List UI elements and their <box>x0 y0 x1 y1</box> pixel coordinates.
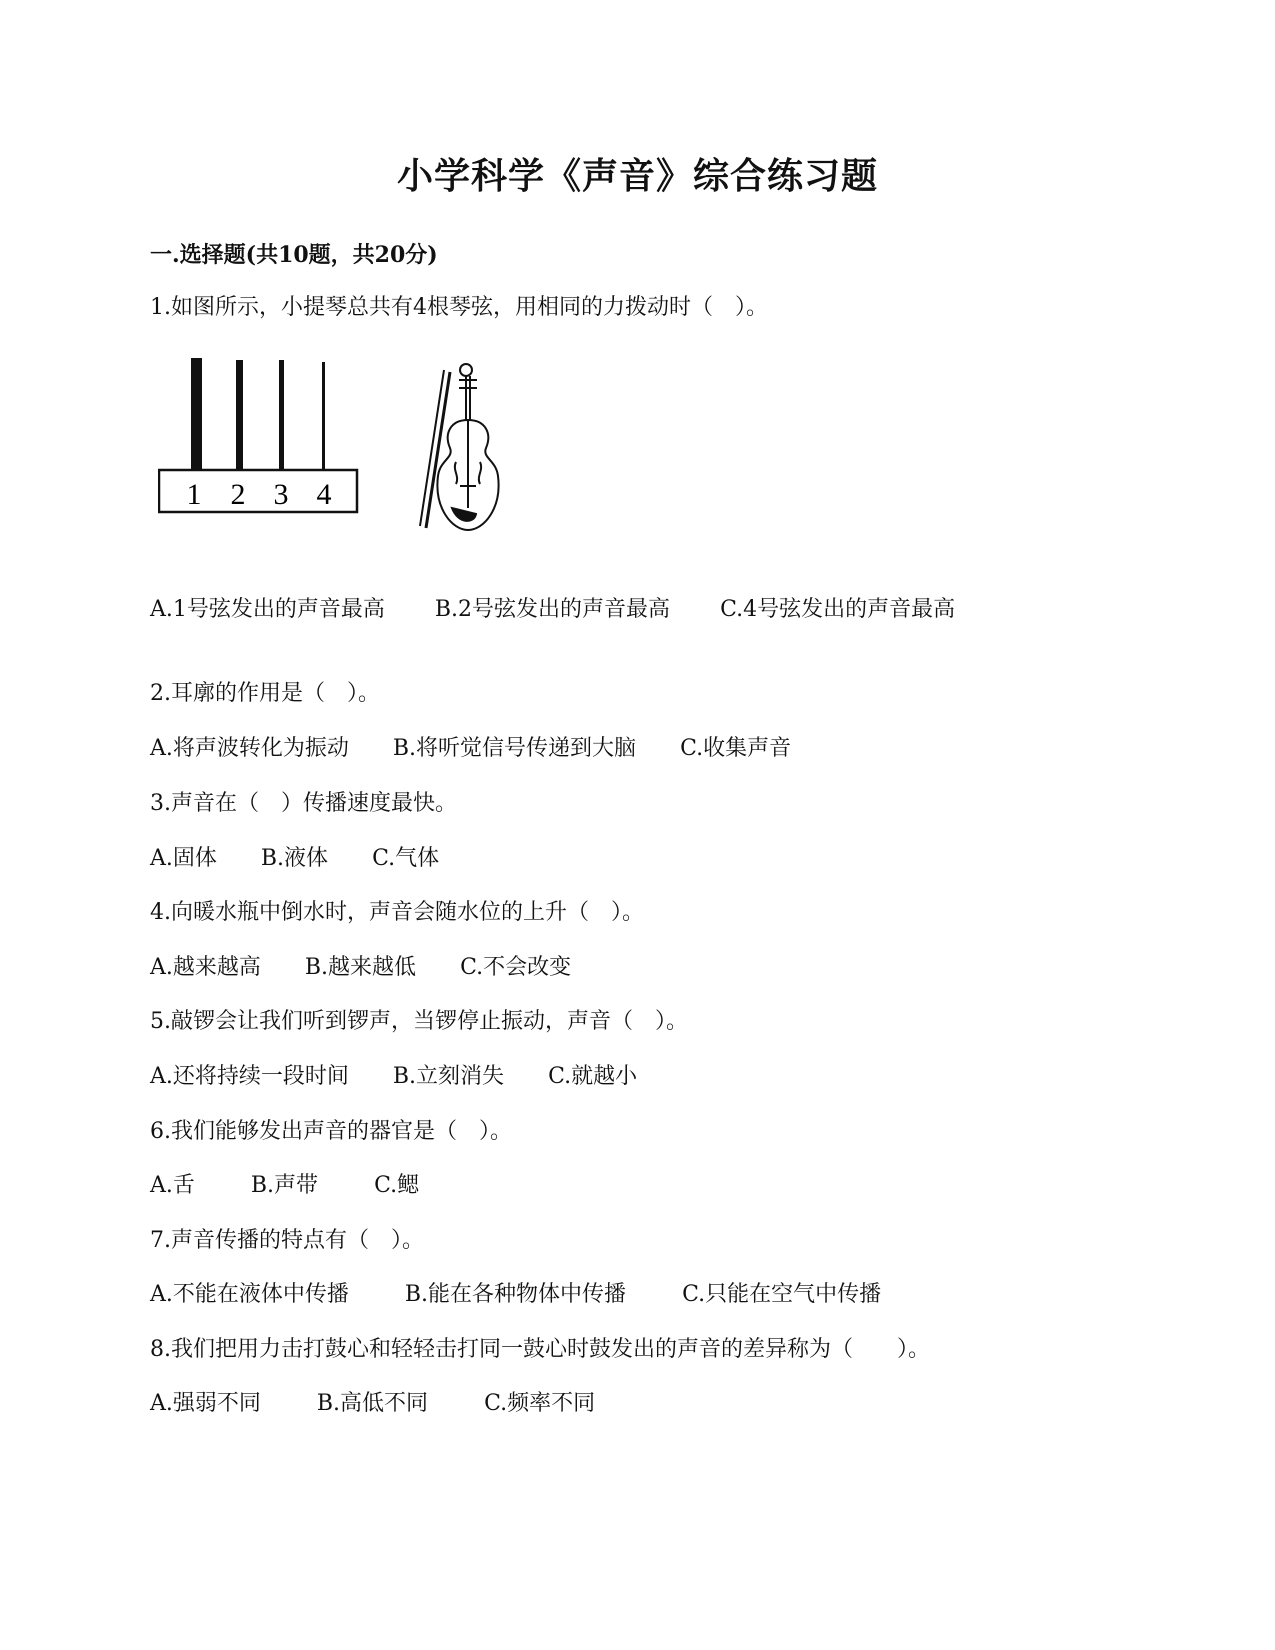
string-2 <box>236 360 243 470</box>
option-row <box>150 592 955 623</box>
option-c: C.鳃 <box>374 1173 420 1198</box>
option-row <box>150 1168 419 1199</box>
option-row <box>150 1059 637 1090</box>
question-stem: 8.我们把用力击打鼓心和轻轻击打同一鼓心时鼓发出的声音的差异称为（ ）。 <box>150 1337 930 1362</box>
question-figure <box>158 358 538 558</box>
option-a: A.固体 <box>150 846 217 871</box>
option-c: C.不会改变 <box>460 955 572 980</box>
option-c: C.就越小 <box>548 1064 638 1089</box>
string-1 <box>191 358 202 470</box>
section-heading: 一.选择题(共10题，共20分) <box>150 242 438 268</box>
string-label: 4 <box>316 478 332 511</box>
option-b: B.能在各种物体中传播 <box>404 1282 627 1307</box>
option-b: B.立刻消失 <box>392 1064 505 1089</box>
question-stem: 2.耳廓的作用是（ ）。 <box>150 681 380 706</box>
option-a: A.越来越高 <box>150 955 261 980</box>
option-b: B.声带 <box>250 1173 319 1198</box>
page-title: 小学科学《声音》综合练习题 <box>396 155 878 197</box>
question-stem: 4.向暖水瓶中倒水时，声音会随水位的上升（ ）。 <box>150 900 644 925</box>
option-a: A.强弱不同 <box>150 1391 261 1416</box>
question-stem: 6.我们能够发出声音的器官是（ ）。 <box>150 1119 512 1144</box>
question-stem: 7.声音传播的特点有（ ）。 <box>150 1228 424 1253</box>
option-b: B.液体 <box>260 846 329 871</box>
option-row <box>150 950 571 981</box>
string-label: 2 <box>230 478 246 511</box>
violin-icon <box>420 364 499 530</box>
option-b: B.越来越低 <box>304 955 417 980</box>
option-b: B.高低不同 <box>316 1391 429 1416</box>
option-a: A.不能在液体中传播 <box>150 1282 349 1307</box>
option-c: C.收集声音 <box>680 736 792 761</box>
option-c: C.4号弦发出的声音最高 <box>720 597 956 622</box>
option-row <box>150 841 439 872</box>
question-stem: 5.敲锣会让我们听到锣声，当锣停止振动，声音（ ）。 <box>150 1009 688 1034</box>
option-row <box>150 1277 881 1308</box>
option-a: A.还将持续一段时间 <box>150 1064 349 1089</box>
option-a: A.将声波转化为振动 <box>150 736 349 761</box>
option-b: B.将听觉信号传递到大脑 <box>392 736 637 761</box>
option-row <box>150 731 791 762</box>
option-row <box>150 1386 595 1417</box>
string-4 <box>322 362 325 470</box>
string-3 <box>279 360 284 470</box>
option-b: B.2号弦发出的声音最高 <box>434 597 671 622</box>
string-label: 3 <box>273 478 289 511</box>
option-a: A.舌 <box>150 1173 195 1198</box>
string-label: 1 <box>186 478 202 511</box>
question-stem: 3.声音在（ ）传播速度最快。 <box>150 791 457 816</box>
option-c: C.频率不同 <box>484 1391 596 1416</box>
option-c: C.只能在空气中传播 <box>682 1282 882 1307</box>
option-a: A.1号弦发出的声音最高 <box>150 597 385 622</box>
string-model-diagram <box>158 358 538 558</box>
question-stem: 1.如图所示，小提琴总共有4根琴弦，用相同的力拨动时（ ）。 <box>150 295 768 320</box>
option-c: C.气体 <box>372 846 440 871</box>
